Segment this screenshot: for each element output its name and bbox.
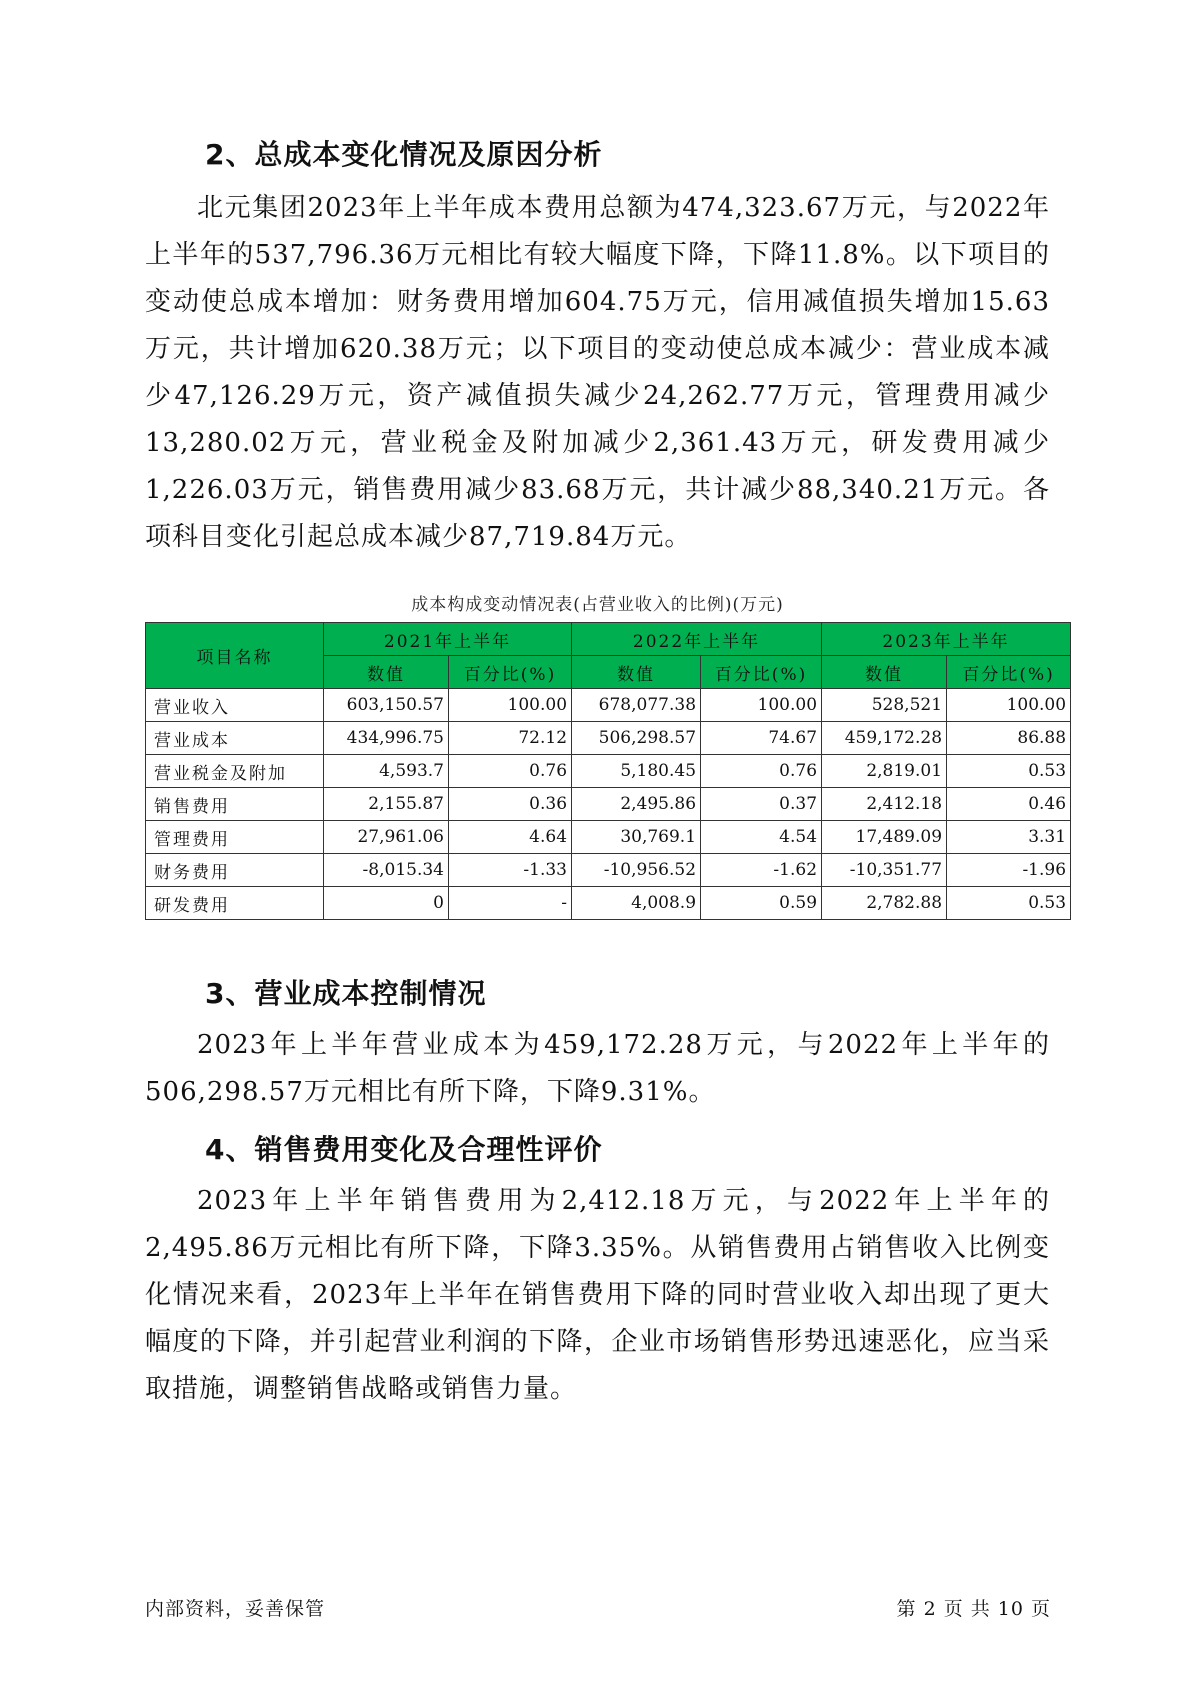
cell-percent: 74.67 bbox=[701, 722, 822, 755]
cell-percent: -1.33 bbox=[449, 854, 572, 887]
cell-percent: 0.36 bbox=[449, 788, 572, 821]
section-heading-operating-cost: 3、营业成本控制情况 bbox=[205, 977, 487, 1010]
table-row bbox=[146, 887, 1071, 920]
cell-percent: -1.96 bbox=[947, 854, 1071, 887]
row-label: 管理费用 bbox=[146, 821, 324, 854]
header-value: 数值 bbox=[572, 656, 701, 689]
cell-percent: 100.00 bbox=[701, 689, 822, 722]
row-label: 营业税金及附加 bbox=[146, 755, 324, 788]
cell-percent: 0.59 bbox=[701, 887, 822, 920]
footer-confidential-note: 内部资料，妥善保管 bbox=[145, 1598, 326, 1620]
cell-percent: 0.76 bbox=[449, 755, 572, 788]
table-row bbox=[146, 821, 1071, 854]
cell-value: 603,150.57 bbox=[324, 689, 449, 722]
table-row bbox=[146, 722, 1071, 755]
cell-value: 30,769.1 bbox=[572, 821, 701, 854]
table-row bbox=[146, 788, 1071, 821]
header-percent: 百分比(%) bbox=[449, 656, 572, 689]
header-period-2021: 2021年上半年 bbox=[324, 623, 572, 656]
cell-value: 4,593.7 bbox=[324, 755, 449, 788]
section-heading-total-cost: 2、总成本变化情况及原因分析 bbox=[205, 138, 603, 171]
cell-percent: 0.53 bbox=[947, 755, 1071, 788]
row-label: 营业成本 bbox=[146, 722, 324, 755]
header-percent: 百分比(%) bbox=[701, 656, 822, 689]
cell-percent: 4.54 bbox=[701, 821, 822, 854]
cell-percent: 100.00 bbox=[449, 689, 572, 722]
cell-value: 4,008.9 bbox=[572, 887, 701, 920]
cell-value: 2,495.86 bbox=[572, 788, 701, 821]
cell-value: 459,172.28 bbox=[822, 722, 947, 755]
cell-value: 17,489.09 bbox=[822, 821, 947, 854]
cell-percent: - bbox=[449, 887, 572, 920]
header-value: 数值 bbox=[822, 656, 947, 689]
cell-percent: 72.12 bbox=[449, 722, 572, 755]
cell-value: 528,521 bbox=[822, 689, 947, 722]
cell-value: 434,996.75 bbox=[324, 722, 449, 755]
cell-value: 506,298.57 bbox=[572, 722, 701, 755]
table-caption: 成本构成变动情况表(占营业收入的比例)(万元) bbox=[411, 595, 784, 615]
cell-value: 2,819.01 bbox=[822, 755, 947, 788]
cell-percent: 0.37 bbox=[701, 788, 822, 821]
row-label: 营业收入 bbox=[146, 689, 324, 722]
cell-percent: 0.53 bbox=[947, 887, 1071, 920]
cell-percent: 3.31 bbox=[947, 821, 1071, 854]
table-row bbox=[146, 854, 1071, 887]
header-value: 数值 bbox=[324, 656, 449, 689]
paragraph-operating-cost: 2023年上半年营业成本为459,172.28万元，与2022年上半年的506,298.57万元相比有所下降，下降9.31%。 bbox=[145, 1030, 1050, 1107]
table-row bbox=[146, 755, 1071, 788]
cell-value: 678,077.38 bbox=[572, 689, 701, 722]
cell-value: 2,155.87 bbox=[324, 788, 449, 821]
table-row bbox=[146, 689, 1071, 722]
cell-percent: 100.00 bbox=[947, 689, 1071, 722]
paragraph-total-cost: 北元集团2023年上半年成本费用总额为474,323.67万元，与2022年上半年的537,796.36万元相比有较大幅度下降，下降11.8%。以下项目的变动使总成本增加：财务费用增加604.75万元，信用减值损失增加15.63万元，共计增加620.38万元；以下项目的变动使总成本减少：营业成本减少47,126.29万元，资产减值损失减少24,262.77万元，管理费用减少13,280.02万元，营业税金及附加减少2,361.43万元，研发费用减少1,226.03万元，销售费用减少83.68万元，共计减少88,340.21万元。各项科目变化引起总成本减少87,719.84万元。 bbox=[145, 193, 1050, 552]
cell-value: 0 bbox=[324, 887, 449, 920]
cell-percent: 86.88 bbox=[947, 722, 1071, 755]
cell-percent: 0.46 bbox=[947, 788, 1071, 821]
header-period-2023: 2023年上半年 bbox=[822, 623, 1071, 656]
cell-percent: -1.62 bbox=[701, 854, 822, 887]
cell-percent: 4.64 bbox=[449, 821, 572, 854]
cell-value: 2,782.88 bbox=[822, 887, 947, 920]
header-percent: 百分比(%) bbox=[947, 656, 1071, 689]
cost-structure-table bbox=[145, 622, 1071, 920]
cell-percent: 0.76 bbox=[701, 755, 822, 788]
header-period-2022: 2022年上半年 bbox=[572, 623, 822, 656]
section-heading-sales-expense: 4、销售费用变化及合理性评价 bbox=[205, 1133, 603, 1166]
cell-value: 5,180.45 bbox=[572, 755, 701, 788]
cell-value: -10,351.77 bbox=[822, 854, 947, 887]
cell-value: -8,015.34 bbox=[324, 854, 449, 887]
row-label: 研发费用 bbox=[146, 887, 324, 920]
row-label: 销售费用 bbox=[146, 788, 324, 821]
cell-value: 2,412.18 bbox=[822, 788, 947, 821]
cell-value: 27,961.06 bbox=[324, 821, 449, 854]
footer-page-number: 第 2 页 共 10 页 bbox=[896, 1598, 1051, 1620]
paragraph-sales-expense: 2023年上半年销售费用为2,412.18万元，与2022年上半年的2,495.86万元相比有所下降，下降3.35%。从销售费用占销售收入比例变化情况来看，2023年上半年在销售费用下降的同时营业收入却出现了更大幅度的下降，并引起营业利润的下降，企业市场销售形势迅速恶化，应当采取措施，调整销售战略或销售力量。 bbox=[145, 1186, 1050, 1404]
row-label: 财务费用 bbox=[146, 854, 324, 887]
header-item-name: 项目名称 bbox=[146, 623, 324, 689]
cell-value: -10,956.52 bbox=[572, 854, 701, 887]
